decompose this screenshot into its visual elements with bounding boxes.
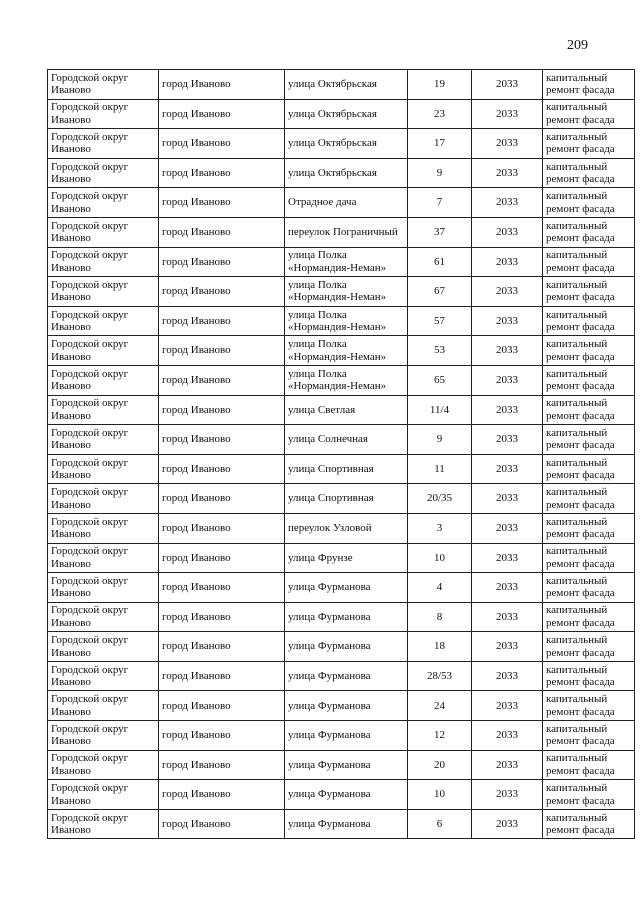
year-cell: 2033 xyxy=(472,277,543,307)
year-cell: 2033 xyxy=(472,454,543,484)
table-row xyxy=(48,750,635,780)
house-number-cell: 17 xyxy=(408,129,472,159)
year-cell: 2033 xyxy=(472,247,543,277)
house-number-cell: 10 xyxy=(408,780,472,810)
year-cell: 2033 xyxy=(472,99,543,129)
district-cell: Городской округ Иваново xyxy=(48,395,159,425)
house-number-cell: 9 xyxy=(408,158,472,188)
street-cell: улица Спортивная xyxy=(285,454,408,484)
district-cell: Городской округ Иваново xyxy=(48,543,159,573)
table-row xyxy=(48,691,635,721)
house-number-cell: 12 xyxy=(408,721,472,751)
table-row xyxy=(48,721,635,751)
work-type-cell: капитальный ремонт фасада xyxy=(543,513,635,543)
year-cell: 2033 xyxy=(472,543,543,573)
city-cell: город Иваново xyxy=(159,158,285,188)
work-type-cell: капитальный ремонт фасада xyxy=(543,809,635,839)
street-cell: Отрадное дача xyxy=(285,188,408,218)
table-row xyxy=(48,306,635,336)
street-cell: улица Фурманова xyxy=(285,573,408,603)
street-cell: улица Октябрьская xyxy=(285,99,408,129)
table-row xyxy=(48,809,635,839)
table-row xyxy=(48,543,635,573)
city-cell: город Иваново xyxy=(159,691,285,721)
work-type-cell: капитальный ремонт фасада xyxy=(543,158,635,188)
district-cell: Городской округ Иваново xyxy=(48,454,159,484)
work-type-cell: капитальный ремонт фасада xyxy=(543,425,635,455)
year-cell: 2033 xyxy=(472,306,543,336)
street-cell: улица Полка «Нормандия-Неман» xyxy=(285,365,408,395)
district-cell: Городской округ Иваново xyxy=(48,780,159,810)
work-type-cell: капитальный ремонт фасада xyxy=(543,543,635,573)
work-type-cell: капитальный ремонт фасада xyxy=(543,306,635,336)
house-number-cell: 65 xyxy=(408,365,472,395)
table-row xyxy=(48,277,635,307)
street-cell: улица Солнечная xyxy=(285,425,408,455)
district-cell: Городской округ Иваново xyxy=(48,336,159,366)
city-cell: город Иваново xyxy=(159,188,285,218)
house-number-cell: 18 xyxy=(408,632,472,662)
year-cell: 2033 xyxy=(472,365,543,395)
district-cell: Городской округ Иваново xyxy=(48,721,159,751)
district-cell: Городской округ Иваново xyxy=(48,247,159,277)
house-number-cell: 20 xyxy=(408,750,472,780)
street-cell: улица Полка «Нормандия-Неман» xyxy=(285,277,408,307)
work-type-cell: капитальный ремонт фасада xyxy=(543,277,635,307)
table-row xyxy=(48,247,635,277)
district-cell: Городской округ Иваново xyxy=(48,425,159,455)
house-number-cell: 7 xyxy=(408,188,472,218)
city-cell: город Иваново xyxy=(159,277,285,307)
street-cell: улица Фрунзе xyxy=(285,543,408,573)
work-type-cell: капитальный ремонт фасада xyxy=(543,780,635,810)
year-cell: 2033 xyxy=(472,484,543,514)
house-number-cell: 11/4 xyxy=(408,395,472,425)
table-row xyxy=(48,129,635,159)
house-number-cell: 23 xyxy=(408,99,472,129)
city-cell: город Иваново xyxy=(159,780,285,810)
year-cell: 2033 xyxy=(472,70,543,100)
district-cell: Городской округ Иваново xyxy=(48,277,159,307)
work-type-cell: капитальный ремонт фасада xyxy=(543,188,635,218)
table-row xyxy=(48,365,635,395)
street-cell: улица Фурманова xyxy=(285,661,408,691)
district-cell: Городской округ Иваново xyxy=(48,306,159,336)
city-cell: город Иваново xyxy=(159,750,285,780)
table-row xyxy=(48,99,635,129)
city-cell: город Иваново xyxy=(159,513,285,543)
year-cell: 2033 xyxy=(472,129,543,159)
district-cell: Городской округ Иваново xyxy=(48,99,159,129)
work-type-cell: капитальный ремонт фасада xyxy=(543,247,635,277)
page-number: 209 xyxy=(567,38,588,53)
district-cell: Городской округ Иваново xyxy=(48,188,159,218)
city-cell: город Иваново xyxy=(159,247,285,277)
city-cell: город Иваново xyxy=(159,809,285,839)
table-row xyxy=(48,602,635,632)
city-cell: город Иваново xyxy=(159,70,285,100)
city-cell: город Иваново xyxy=(159,99,285,129)
district-cell: Городской округ Иваново xyxy=(48,513,159,543)
district-cell: Городской округ Иваново xyxy=(48,484,159,514)
table-row xyxy=(48,632,635,662)
table-row xyxy=(48,573,635,603)
street-cell: улица Полка «Нормандия-Неман» xyxy=(285,306,408,336)
table-row xyxy=(48,661,635,691)
table-row xyxy=(48,395,635,425)
city-cell: город Иваново xyxy=(159,484,285,514)
table-row xyxy=(48,484,635,514)
house-number-cell: 37 xyxy=(408,217,472,247)
work-type-cell: капитальный ремонт фасада xyxy=(543,750,635,780)
work-type-cell: капитальный ремонт фасада xyxy=(543,70,635,100)
table-row xyxy=(48,513,635,543)
street-cell: улица Светлая xyxy=(285,395,408,425)
district-cell: Городской округ Иваново xyxy=(48,365,159,395)
street-cell: улица Полка «Нормандия-Неман» xyxy=(285,336,408,366)
street-cell: улица Фурманова xyxy=(285,809,408,839)
house-number-cell: 3 xyxy=(408,513,472,543)
street-cell: улица Фурманова xyxy=(285,691,408,721)
year-cell: 2033 xyxy=(472,721,543,751)
street-cell: переулок Узловой xyxy=(285,513,408,543)
street-cell: улица Октябрьская xyxy=(285,129,408,159)
district-cell: Городской округ Иваново xyxy=(48,809,159,839)
house-number-cell: 11 xyxy=(408,454,472,484)
district-cell: Городской округ Иваново xyxy=(48,158,159,188)
street-cell: улица Фурманова xyxy=(285,750,408,780)
district-cell: Городской округ Иваново xyxy=(48,129,159,159)
street-cell: улица Полка «Нормандия-Неман» xyxy=(285,247,408,277)
year-cell: 2033 xyxy=(472,809,543,839)
work-type-cell: капитальный ремонт фасада xyxy=(543,336,635,366)
table-row xyxy=(48,454,635,484)
work-type-cell: капитальный ремонт фасада xyxy=(543,395,635,425)
street-cell: улица Фурманова xyxy=(285,721,408,751)
city-cell: город Иваново xyxy=(159,129,285,159)
year-cell: 2033 xyxy=(472,158,543,188)
city-cell: город Иваново xyxy=(159,395,285,425)
city-cell: город Иваново xyxy=(159,336,285,366)
city-cell: город Иваново xyxy=(159,365,285,395)
district-cell: Городской округ Иваново xyxy=(48,573,159,603)
work-type-cell: капитальный ремонт фасада xyxy=(543,661,635,691)
house-number-cell: 57 xyxy=(408,306,472,336)
house-number-cell: 61 xyxy=(408,247,472,277)
year-cell: 2033 xyxy=(472,188,543,218)
city-cell: город Иваново xyxy=(159,632,285,662)
registry-table xyxy=(47,69,635,839)
house-number-cell: 4 xyxy=(408,573,472,603)
year-cell: 2033 xyxy=(472,632,543,662)
year-cell: 2033 xyxy=(472,217,543,247)
city-cell: город Иваново xyxy=(159,306,285,336)
work-type-cell: капитальный ремонт фасада xyxy=(543,484,635,514)
year-cell: 2033 xyxy=(472,661,543,691)
house-number-cell: 6 xyxy=(408,809,472,839)
house-number-cell: 67 xyxy=(408,277,472,307)
house-number-cell: 53 xyxy=(408,336,472,366)
city-cell: город Иваново xyxy=(159,454,285,484)
table-row xyxy=(48,188,635,218)
year-cell: 2033 xyxy=(472,336,543,366)
street-cell: улица Фурманова xyxy=(285,602,408,632)
table-row xyxy=(48,217,635,247)
year-cell: 2033 xyxy=(472,573,543,603)
city-cell: город Иваново xyxy=(159,573,285,603)
table-row xyxy=(48,336,635,366)
city-cell: город Иваново xyxy=(159,661,285,691)
work-type-cell: капитальный ремонт фасада xyxy=(543,573,635,603)
year-cell: 2033 xyxy=(472,395,543,425)
house-number-cell: 8 xyxy=(408,602,472,632)
work-type-cell: капитальный ремонт фасада xyxy=(543,217,635,247)
work-type-cell: капитальный ремонт фасада xyxy=(543,691,635,721)
year-cell: 2033 xyxy=(472,602,543,632)
district-cell: Городской округ Иваново xyxy=(48,661,159,691)
year-cell: 2033 xyxy=(472,425,543,455)
street-cell: улица Октябрьская xyxy=(285,70,408,100)
work-type-cell: капитальный ремонт фасада xyxy=(543,602,635,632)
street-cell: переулок Пограничный xyxy=(285,217,408,247)
city-cell: город Иваново xyxy=(159,602,285,632)
city-cell: город Иваново xyxy=(159,217,285,247)
table-row xyxy=(48,70,635,100)
work-type-cell: капитальный ремонт фасада xyxy=(543,99,635,129)
registry-rows xyxy=(48,70,635,839)
district-cell: Городской округ Иваново xyxy=(48,632,159,662)
house-number-cell: 10 xyxy=(408,543,472,573)
work-type-cell: капитальный ремонт фасада xyxy=(543,632,635,662)
house-number-cell: 20/35 xyxy=(408,484,472,514)
year-cell: 2033 xyxy=(472,780,543,810)
street-cell: улица Спортивная xyxy=(285,484,408,514)
year-cell: 2033 xyxy=(472,750,543,780)
work-type-cell: капитальный ремонт фасада xyxy=(543,129,635,159)
house-number-cell: 28/53 xyxy=(408,661,472,691)
work-type-cell: капитальный ремонт фасада xyxy=(543,454,635,484)
district-cell: Городской округ Иваново xyxy=(48,750,159,780)
city-cell: город Иваново xyxy=(159,425,285,455)
district-cell: Городской округ Иваново xyxy=(48,70,159,100)
district-cell: Городской округ Иваново xyxy=(48,602,159,632)
city-cell: город Иваново xyxy=(159,543,285,573)
work-type-cell: капитальный ремонт фасада xyxy=(543,365,635,395)
street-cell: улица Фурманова xyxy=(285,632,408,662)
district-cell: Городской округ Иваново xyxy=(48,691,159,721)
work-type-cell: капитальный ремонт фасада xyxy=(543,721,635,751)
table-row xyxy=(48,780,635,810)
city-cell: город Иваново xyxy=(159,721,285,751)
house-number-cell: 9 xyxy=(408,425,472,455)
house-number-cell: 19 xyxy=(408,70,472,100)
table-row xyxy=(48,425,635,455)
year-cell: 2033 xyxy=(472,513,543,543)
district-cell: Городской округ Иваново xyxy=(48,217,159,247)
street-cell: улица Фурманова xyxy=(285,780,408,810)
table-row xyxy=(48,158,635,188)
year-cell: 2033 xyxy=(472,691,543,721)
street-cell: улица Октябрьская xyxy=(285,158,408,188)
house-number-cell: 24 xyxy=(408,691,472,721)
